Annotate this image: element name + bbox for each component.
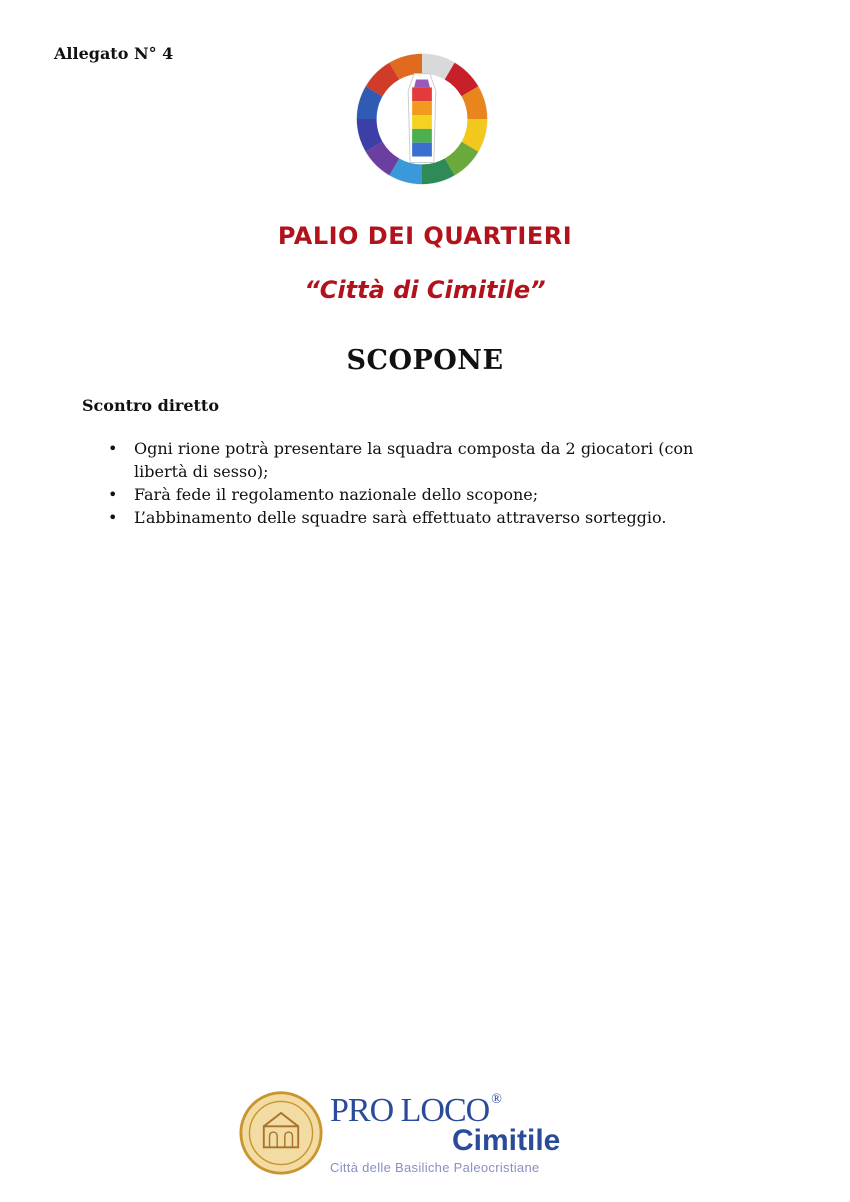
rule-text: L’abbinamento delle squadre sarà effettuato attraverso sorteggio. <box>134 508 667 527</box>
rule-text: Farà fede il regolamento nazionale dello scopone; <box>134 485 539 504</box>
section-heading: Scontro diretto <box>82 396 219 415</box>
proloco-city: Cimitile <box>452 1124 561 1157</box>
proloco-logo <box>238 1088 618 1180</box>
palio-quartieri-logo <box>343 40 501 198</box>
bullet: • <box>108 485 118 504</box>
proloco-seal <box>238 1090 324 1176</box>
rules-list <box>108 437 748 529</box>
proloco-wordmark: PRO LOCO ® <box>330 1092 501 1129</box>
rule-item <box>108 506 748 529</box>
bullet: • <box>108 508 118 527</box>
game-title: SCOPONE <box>346 345 504 376</box>
rule-text: Ogni rione potrà presentare la squadra composta da 2 giocatori (con libertà di sesso); <box>134 439 694 481</box>
rule-item <box>108 437 748 483</box>
bullet: • <box>108 439 118 458</box>
attachment-label: Allegato N° 4 <box>54 44 174 63</box>
page-subtitle: “Città di Cimitile” <box>304 276 546 304</box>
page-title: PALIO DEI QUARTIERI <box>277 222 573 250</box>
proloco-tagline: Città delle Basiliche Paleocristiane <box>330 1160 540 1175</box>
rule-item <box>108 483 748 506</box>
